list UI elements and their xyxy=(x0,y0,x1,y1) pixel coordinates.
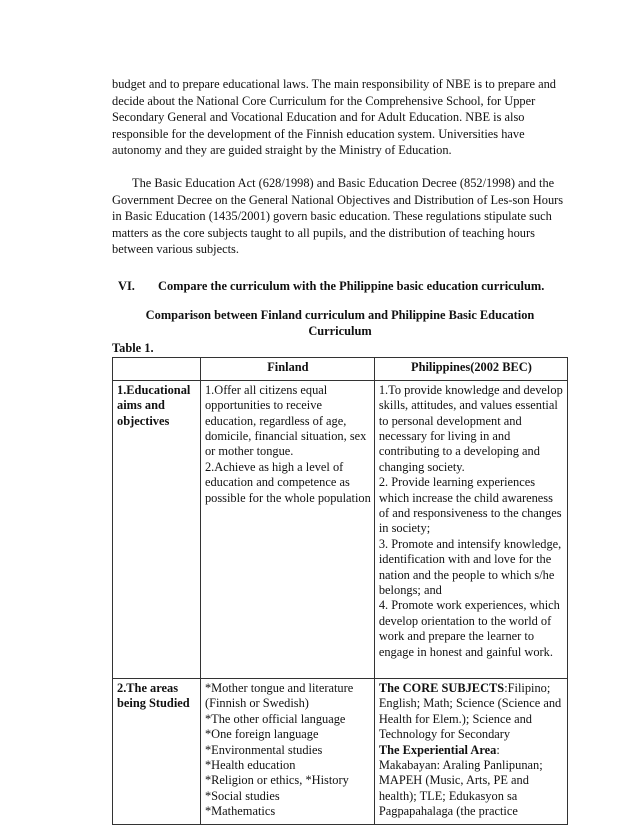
comparison-table xyxy=(112,357,568,824)
row-label-aims: 1.Educational aims and objectives xyxy=(113,380,201,678)
list-item: 1.Offer all citizens equal opportunities to receive education, regardless of age, domicile, financial situation, sex or mother tongue. xyxy=(204,382,367,459)
table-row xyxy=(113,679,568,825)
table-header-row xyxy=(113,358,568,380)
section-number: VI. xyxy=(118,278,135,293)
finland-areas-cell xyxy=(200,679,374,825)
paragraph-2: The Basic Education Act (628/1998) and Basic Education Decree (852/1998) and the Government Decree on the General National Objectives and Distribution of Les-son Hours in Basic Education (1435/2001) govern basic education. These regulations stipulate such matters as the core subjects taught to all pupils, and the distribution of teaching hours between various subjects. xyxy=(112,175,564,257)
list-item: *Mathematics xyxy=(204,804,276,819)
experiential-area-text: Makabayan: Araling Panlipunan; MAPEH (Music, Arts, PE and health); TLE; Edukasyon sa Pagpapahalaga (the practice xyxy=(378,758,543,819)
list-item: 1.To provide knowledge and develop skills, attitudes, and values essential to personal development and necessary for living in and contributing to a developing and changing society. xyxy=(378,382,563,474)
list-item: *Health education xyxy=(204,758,296,773)
core-subjects-text xyxy=(379,681,564,743)
header-finland: Finland xyxy=(200,358,374,380)
core-subjects-list: :Filipino; English; Math; Science (Science and Health for Elem.); Science and Technology for Secondary xyxy=(378,681,562,742)
core-subjects-label: The CORE SUBJECTS xyxy=(378,681,505,696)
table-row xyxy=(113,380,568,678)
list-item: 3. Promote and intensify knowledge, identification with and love for the nation and the people to which s/he belongs; and xyxy=(378,536,562,597)
finland-aims-cell xyxy=(200,380,374,678)
experiential-area-label: The Experiential Area xyxy=(378,742,497,757)
list-item: *Social studies xyxy=(204,788,280,803)
list-item: *Mother tongue and literature (Finnish or Swedish) xyxy=(204,681,354,711)
philippines-areas-cell xyxy=(374,679,567,825)
row-label-areas: 2.The areas being Studied xyxy=(113,679,201,825)
experiential-colon: : xyxy=(496,742,500,757)
list-item: *Environmental studies xyxy=(204,742,323,757)
list-item: *Religion or ethics, *History xyxy=(204,773,349,788)
list-item: 2. Provide learning experiences which increase the child awareness of and responsiveness to the changes in society; xyxy=(378,475,562,536)
experiential-area-heading xyxy=(379,743,564,758)
comparison-title: Comparison between Finland curriculum and Philippine Basic Education Curriculum xyxy=(145,307,535,339)
list-item: *The other official language xyxy=(204,711,346,726)
list-item: 4. Promote work experiences, which develop orientation to the world of work and prepare the learner to engage in honest and gainful work. xyxy=(378,598,560,659)
list-item: 2.Achieve as high a level of education and competence as possible for the whole population xyxy=(204,459,371,505)
table-label: Table 1. xyxy=(112,340,154,355)
header-empty xyxy=(113,358,201,380)
paragraph-1: budget and to prepare educational laws. The main responsibility of NBE is to prepare and decide about the National Core Curriculum for the Comprehensive School, for Upper Secondary General and Vocational Education and for Adult Education. NBE is also responsible for the development of the Finnish education system. Universities have autonomy and they are guided straight by the Ministry of Education. xyxy=(112,77,556,158)
section-title: Compare the curriculum with the Philippine basic education curriculum. xyxy=(158,278,545,293)
header-philippines: Philippines(2002 BEC) xyxy=(374,358,567,380)
list-item: *One foreign language xyxy=(204,727,319,742)
document-page xyxy=(112,76,568,825)
philippines-aims-cell xyxy=(374,380,567,678)
section-heading xyxy=(112,278,568,295)
